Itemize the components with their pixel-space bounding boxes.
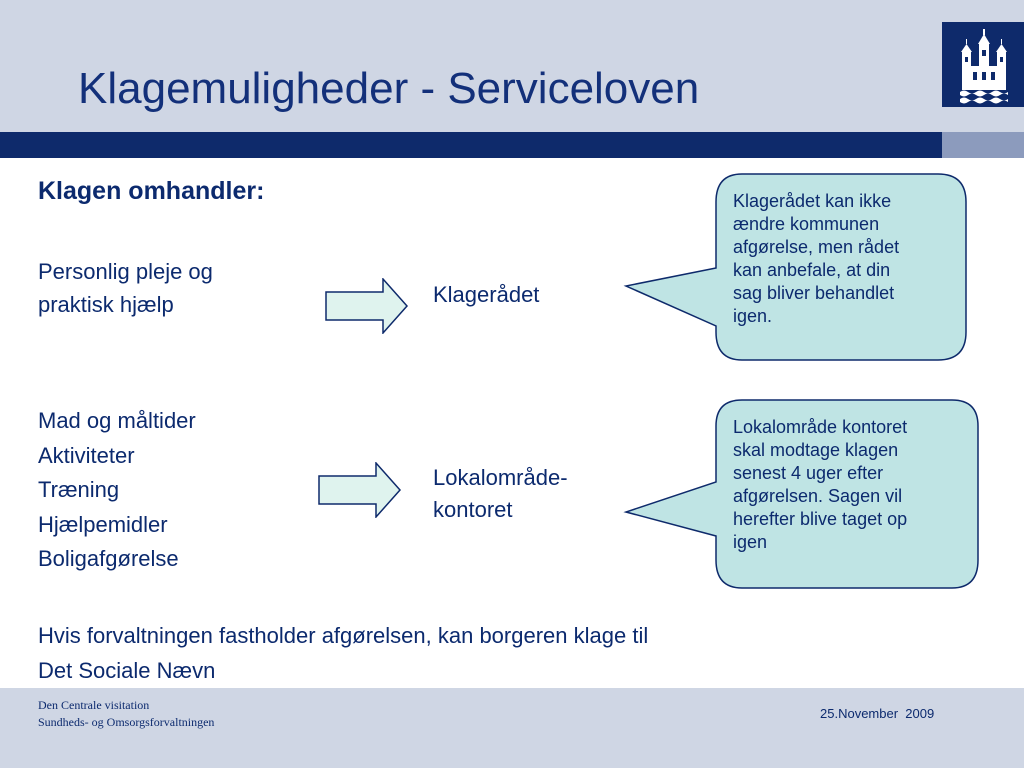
group2-item: Boligafgørelse xyxy=(38,546,179,571)
destination-line: kontoret xyxy=(433,497,513,522)
group2-item: Mad og måltider xyxy=(38,408,196,433)
callout-line: afgørelse, men rådet xyxy=(733,237,900,257)
callout-line: skal modtage klagen xyxy=(733,440,899,460)
section-heading: Klagen omhandler: xyxy=(38,177,265,205)
group2-item: Aktiviteter xyxy=(38,442,135,468)
copenhagen-coat-of-arms-icon xyxy=(942,22,1024,107)
callout-line: senest 4 uger efter xyxy=(733,463,884,483)
bottom-line: Det Sociale Nævn xyxy=(38,658,216,683)
group2-item: Træning xyxy=(38,477,120,502)
destination-klageraadet: Klagerådet xyxy=(433,282,540,307)
bottom-line: Hvis forvaltningen fastholder afgørelsen, kan borgeren klage til xyxy=(38,623,649,648)
arrow-right-icon xyxy=(318,462,402,518)
callout-line: Lokalområde kontoret xyxy=(733,417,908,437)
group1-items xyxy=(38,255,213,321)
group1-item: praktisk hjælp xyxy=(38,292,174,317)
callout-line: kan anbefale, at din xyxy=(733,260,891,280)
footer-date: 25.November 2009 xyxy=(820,706,935,721)
callout-line: igen. xyxy=(733,306,773,326)
callout-line: afgørelsen. Sagen vil xyxy=(733,486,903,506)
footer-line: Sundheds- og Omsorgsforvaltningen xyxy=(38,715,215,729)
title-divider-accent xyxy=(942,132,1024,158)
footer-line: Den Centrale visitation xyxy=(38,698,150,712)
footer-organization xyxy=(38,697,214,731)
callout-line: herefter blive taget op xyxy=(733,509,908,529)
title-divider-bar xyxy=(0,132,942,158)
callout-line: Klagerådet kan ikke xyxy=(733,191,892,211)
group2-items xyxy=(38,404,196,577)
callout-line: ændre kommunen xyxy=(733,214,880,234)
destination-line: Lokalområde- xyxy=(433,465,568,490)
callout-line: igen xyxy=(733,532,768,552)
group1-item: Personlig pleje og xyxy=(38,259,213,284)
group2-item: Hjælpemidler xyxy=(38,511,168,537)
callout-text-1 xyxy=(733,190,955,328)
destination-lokalomraadekontoret xyxy=(433,462,568,526)
arrow-right-icon xyxy=(325,278,409,334)
callout-line: sag bliver behandlet xyxy=(733,283,895,303)
slide-title: Klagemuligheder - Serviceloven xyxy=(78,64,700,113)
bottom-statement xyxy=(38,618,648,688)
callout-text-2 xyxy=(733,416,969,554)
logo xyxy=(942,22,1024,107)
